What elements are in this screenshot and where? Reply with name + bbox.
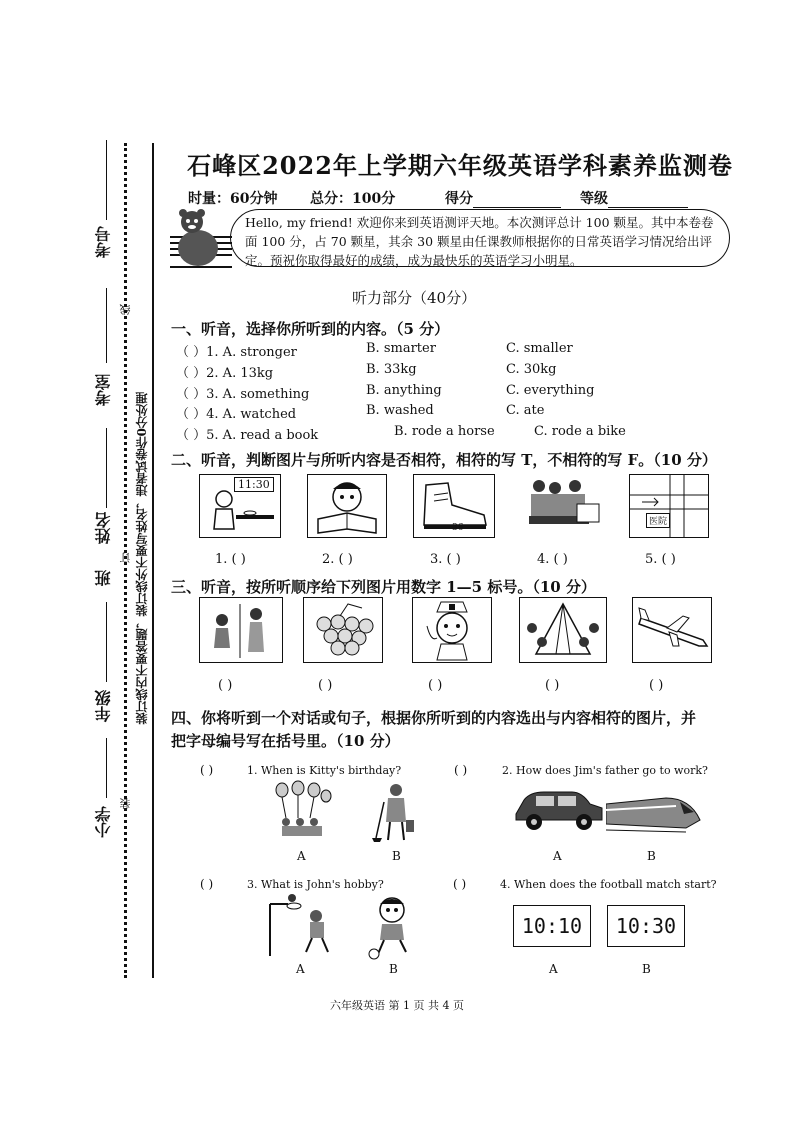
section3-answer[interactable]: ( ): [218, 678, 233, 693]
option-c: C. ate: [506, 403, 545, 418]
section3-answer[interactable]: ( ): [428, 678, 443, 693]
page-title: 石峰区2022年上学期六年级英语学科素养监测卷: [187, 151, 733, 180]
section3-answer[interactable]: ( ): [318, 678, 333, 693]
question-text: 3. What is John's hobby?: [247, 878, 384, 891]
clock-a: 10:10: [513, 905, 591, 947]
option-b: B. washed: [366, 403, 434, 418]
grade-level-label: 等级: [580, 191, 608, 207]
listening-part-title: 听力部分（40分）: [352, 289, 477, 307]
grade-blank[interactable]: [608, 193, 688, 208]
shoe-size: 36: [452, 523, 464, 533]
option-a: 5. A. read a book: [206, 428, 319, 443]
picture-boy-reading: [307, 474, 387, 538]
answer-paren[interactable]: （ ）: [176, 407, 207, 422]
airplane-icon: [633, 598, 711, 662]
grade-field[interactable]: [580, 188, 688, 208]
section1-item: [176, 362, 636, 381]
grapes-icon: [304, 598, 382, 662]
section2-answer[interactable]: 5. ( ): [645, 552, 676, 567]
street-cleaner-icon: [372, 782, 416, 842]
basketball-icon: [266, 894, 336, 956]
picture-nurse: [412, 597, 492, 663]
score-label: 得分: [445, 191, 473, 207]
exam-room-label: 考室: [94, 374, 113, 406]
option-label-a: A: [296, 962, 305, 976]
section2-answer[interactable]: 3. ( ): [430, 552, 461, 567]
option-a: 1. A. stronger: [206, 345, 297, 360]
question-paren[interactable]: ( ): [454, 763, 468, 777]
clock-b: 10:30: [607, 905, 685, 947]
family-icon: [525, 474, 601, 536]
option-label-a: A: [297, 849, 306, 863]
section1-item: [176, 424, 636, 443]
answer-paren[interactable]: （ ）: [176, 428, 207, 443]
option-label-b: B: [642, 962, 651, 976]
answer-paren[interactable]: （ ）: [176, 345, 207, 360]
question-text: 4. When does the football match start?: [500, 878, 717, 891]
hospital-sign: 医院: [646, 513, 670, 528]
picture-boy-eating: [199, 474, 281, 538]
option-c: C. rode a bike: [534, 424, 626, 439]
score-blank[interactable]: [473, 193, 561, 208]
section2-answer[interactable]: 4. ( ): [537, 552, 568, 567]
seal-bind-mark: 装: [119, 798, 132, 809]
wall-clock: 11:30: [234, 477, 274, 492]
class-underline: [106, 602, 107, 682]
option-b: B. anything: [366, 383, 442, 398]
grade-label: 年级: [94, 690, 113, 722]
binding-solid-line: [152, 143, 154, 978]
score-field[interactable]: [445, 188, 561, 208]
section1-item: [176, 341, 636, 360]
question-paren[interactable]: ( ): [200, 763, 214, 777]
school-underline: [106, 738, 107, 798]
answer-paren[interactable]: （ ）: [176, 366, 207, 381]
section3-answer[interactable]: ( ): [649, 678, 664, 693]
picture-camping: [519, 597, 607, 663]
helping-icon: [200, 598, 282, 662]
class-label: 班: [94, 570, 113, 586]
section4-title-line1: 四、你将听到一个对话或句子，根据你所听到的内容选出与内容相符的图片，并: [171, 709, 697, 727]
option-label-b: B: [647, 849, 656, 863]
option-label-b: B: [389, 962, 398, 976]
name-label: 姓名: [94, 512, 113, 544]
question-text: 2. How does Jim's father go to work?: [502, 764, 708, 777]
section2-answer[interactable]: 2. ( ): [322, 552, 353, 567]
mascot-illustration: [168, 208, 238, 274]
section4-title-line2: 把字母编号写在括号里。（10 分）: [171, 732, 400, 750]
option-c: C. everything: [506, 383, 595, 398]
camping-icon: [520, 598, 606, 662]
section1-item: [176, 403, 636, 422]
question-paren[interactable]: ( ): [200, 877, 214, 891]
option-a: 3. A. something: [206, 387, 310, 402]
seal-order-mark: 订: [119, 552, 132, 563]
car-icon: [510, 784, 606, 832]
option-label-a: A: [553, 849, 562, 863]
picture-family-tv: [525, 474, 601, 536]
school-label: 小学: [94, 806, 113, 838]
room-underline: [106, 288, 107, 363]
page-footer: 六年级英语 第 1 页 共 4 页: [330, 999, 464, 1012]
exam-number-underline: [106, 140, 107, 220]
section1-item: [176, 383, 636, 402]
football-player-icon: [366, 894, 418, 960]
name-underline: [106, 428, 107, 508]
picture-map-hospital: [629, 474, 709, 538]
total-score: 总分：100分: [310, 191, 396, 207]
option-c: C. smaller: [506, 341, 573, 356]
seal-warning-text: 装订线内不要答题，装订线外不要写姓名，违者试卷作0分处理: [135, 392, 149, 725]
section2-title: 二、听音，判断图片与所听内容是否相符，相符的写 T，不相符的写 F。（10 分）: [171, 451, 717, 469]
nurse-icon: [413, 598, 491, 662]
option-label-b: B: [392, 849, 401, 863]
picture-airplane: [632, 597, 712, 663]
picture-helping-old-man: [199, 597, 283, 663]
boy-reading-icon: [308, 475, 386, 537]
question-paren[interactable]: ( ): [453, 877, 467, 891]
option-b: B. 33kg: [366, 362, 417, 377]
seal-line-mark: 线: [119, 304, 132, 315]
option-label-a: A: [549, 962, 558, 976]
question-text: 1. When is Kitty's birthday?: [247, 764, 402, 777]
option-a: 2. A. 13kg: [206, 366, 274, 381]
train-icon: [606, 784, 702, 836]
section2-answer[interactable]: 1. ( ): [215, 552, 246, 567]
section1-title: 一、听音，选择你所听到的内容。（5 分）: [171, 320, 450, 338]
picture-shoe: [413, 474, 495, 538]
section3-answer[interactable]: ( ): [545, 678, 560, 693]
picture-grapes: [303, 597, 383, 663]
answer-paren[interactable]: （ ）: [176, 387, 207, 402]
option-b: B. rode a horse: [394, 424, 495, 439]
time-limit: 时量：60分钟: [188, 191, 278, 207]
option-a: 4. A. watched: [206, 407, 297, 422]
option-c: C. 30kg: [506, 362, 557, 377]
exam-number-label: 考号: [94, 226, 113, 258]
option-b: B. smarter: [366, 341, 436, 356]
intro-bubble: Hello, my friend! 欢迎你来到英语测评天地。本次测评总计 100 颗星。其中本卷卷面 100 分，占 70 颗星，其余 30 颗星由任课教师根据你的日常英语学习情况给出评定。预祝你取得最好的成绩，成为最快乐的英语学习小明星。: [230, 209, 730, 267]
birthday-party-icon: [270, 780, 334, 840]
section3-title: 三、听音，按所听顺序给下列图片用数字 1—5 标号。（10 分）: [171, 578, 596, 596]
